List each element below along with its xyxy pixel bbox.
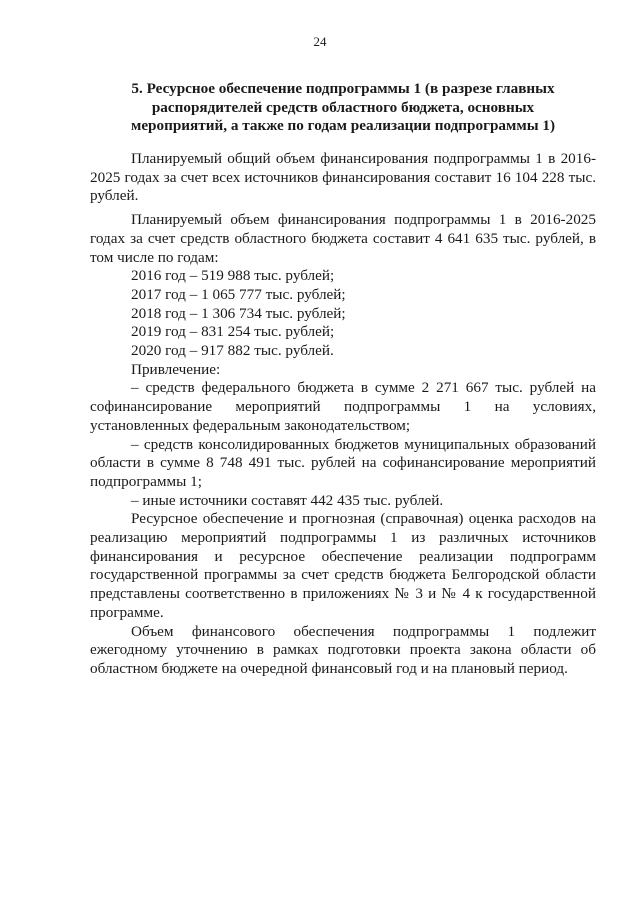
year-item: 2018 год – 1 306 734 тыс. рублей; xyxy=(131,304,346,322)
paragraph-resource-provision: Ресурсное обеспечение и прогнозная (справочная) оценка расходов на реализацию мероприятий подпрограммы 1 из различных источников финансирования и ресурсное обеспечение реализации подпрограмм государственной программы за счет средств бюджета Белгородской области представлены соответственно в приложениях № 3 и № 4 к государственной программе. xyxy=(90,510,596,621)
year-item: 2019 год – 831 254 тыс. рублей; xyxy=(131,323,335,341)
year-item: 2016 год – 519 988 тыс. рублей; xyxy=(131,267,335,285)
year-item: 2020 год – 917 882 тыс. рублей. xyxy=(131,342,334,360)
attraction-label: Привлечение: xyxy=(131,360,221,378)
heading-line-3: мероприятий, а также по годам реализации подпрограммы 1) xyxy=(130,117,556,135)
attraction-item-municipal: – средств консолидированных бюджетов муниципальных образований области в сумме 8 748 491 тыс. рублей на софинансирование мероприятий подпрограммы 1; xyxy=(90,435,596,490)
year-item: 2017 год – 1 065 777 тыс. рублей; xyxy=(131,285,346,303)
document-body xyxy=(90,150,596,679)
paragraph-total-funding: Планируемый общий объем финансирования подпрограммы 1 в 2016-2025 годах за счет всех источников финансирования составит 16 104 228 тыс. рублей. xyxy=(90,150,596,205)
page-number: 24 xyxy=(313,34,327,49)
heading-line-1: 5. Ресурсное обеспечение подпрограммы 1 (в разрезе главных xyxy=(131,80,555,97)
paragraph-regional-funding: Планируемый объем финансирования подпрограммы 1 в 2016-2025 годах за счет средств областного бюджета составит 4 641 635 тыс. рублей, в том числе по годам: xyxy=(90,211,596,266)
section-heading xyxy=(118,80,568,136)
attraction-item-federal: – средств федерального бюджета в сумме 2 271 667 тыс. рублей на софинансирование мероприятий подпрограммы 1 на условиях, установленных федеральным законодательством; xyxy=(90,379,596,434)
paragraph-annual-update: Объем финансового обеспечения подпрограммы 1 подлежит ежегодному уточнению в рамках подготовки проекта закона области об областном бюджете на очередной финансовый год и на плановый период. xyxy=(90,622,596,677)
heading-line-2: распорядителей средств областного бюджета, основных xyxy=(151,98,535,116)
attraction-item-other: – иные источники составят 442 435 тыс. рублей. xyxy=(131,491,444,509)
